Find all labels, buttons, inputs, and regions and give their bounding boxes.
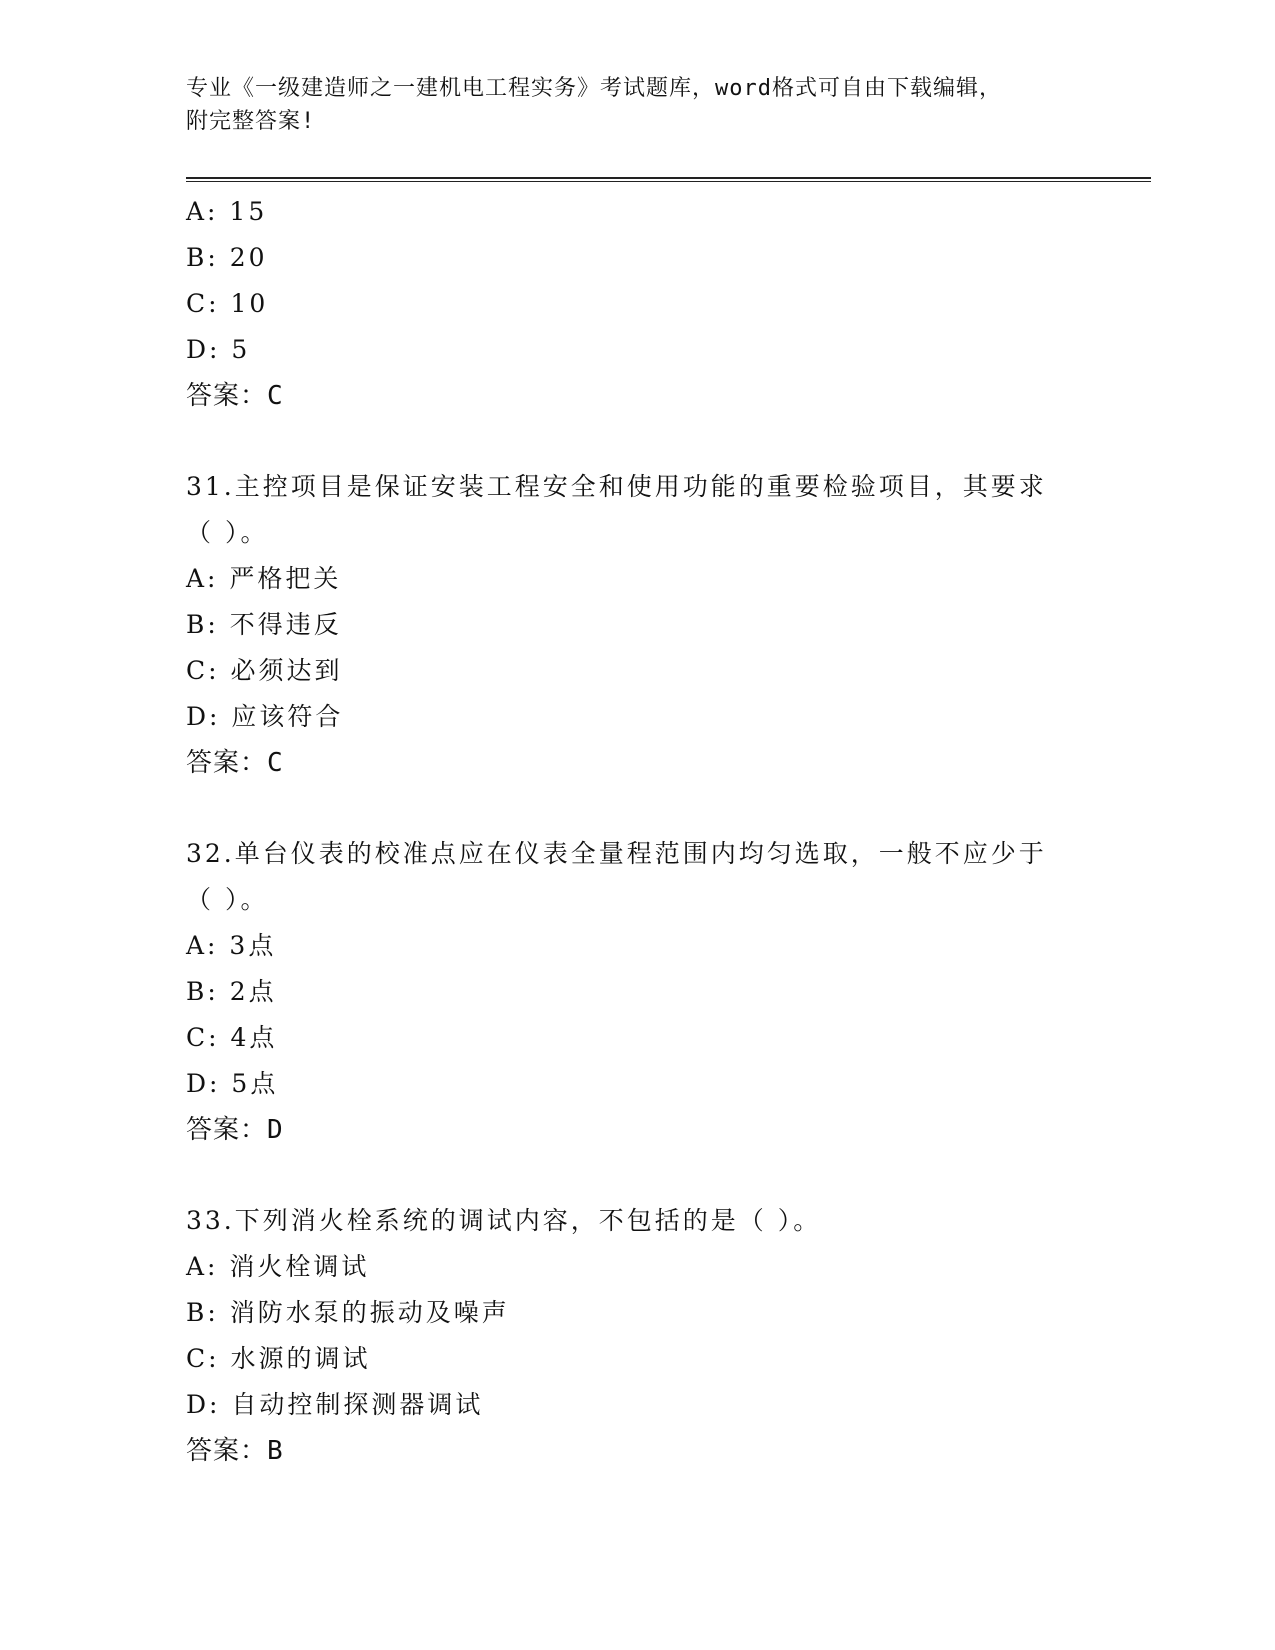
option-c: C: 必须达到 <box>186 656 343 685</box>
question-list <box>186 189 1116 1474</box>
option-c: C: 水源的调试 <box>186 1344 371 1373</box>
option-a: A: 3点 <box>186 931 277 960</box>
question-stem-line-2: （ ）。 <box>186 518 269 547</box>
question-31 <box>186 464 1116 786</box>
question-stem-line-1: 33.下列消火栓系统的调试内容，不包括的是（ ）。 <box>186 1206 822 1235</box>
answer-line <box>186 1428 1116 1474</box>
header-divider <box>186 177 1151 182</box>
answer-label: 答案： <box>186 1115 268 1145</box>
answer-label: 答案： <box>186 748 268 778</box>
option-d: D: 5点 <box>186 1069 279 1098</box>
option-d: D: 应该符合 <box>186 702 344 731</box>
spacer <box>186 786 1116 831</box>
option-d: D: 自动控制探测器调试 <box>186 1390 484 1419</box>
answer-line <box>186 373 1116 419</box>
option-c: C: 4点 <box>186 1023 278 1052</box>
answer-value: B <box>267 1436 284 1466</box>
option-c: C: 10 <box>186 289 269 318</box>
page-header <box>186 72 1086 138</box>
answer-value: C <box>267 381 284 411</box>
answer-label: 答案： <box>186 381 268 411</box>
answer-line <box>186 1107 1116 1153</box>
option-b: B: 消防水泵的振动及噪声 <box>186 1298 510 1327</box>
spacer <box>186 419 1116 464</box>
question-32 <box>186 831 1116 1153</box>
question-30-continued <box>186 189 1116 419</box>
question-33 <box>186 1198 1116 1474</box>
question-stem-line-1: 32.单台仪表的校准点应在仪表全量程范围内均匀选取，一般不应少于 <box>186 839 1047 868</box>
option-b: B: 不得违反 <box>186 610 342 639</box>
question-stem-line-2: （ ）。 <box>186 885 269 914</box>
option-b: B: 2点 <box>186 977 277 1006</box>
option-b: B: 20 <box>186 243 268 272</box>
option-d: D: 5 <box>186 335 251 364</box>
header-line-2: 附完整答案! <box>186 109 316 134</box>
option-a: A: 15 <box>186 197 268 226</box>
option-a: A: 消火栓调试 <box>186 1252 370 1281</box>
answer-label: 答案： <box>186 1436 268 1466</box>
answer-line <box>186 740 1116 786</box>
option-a: A: 严格把关 <box>186 564 342 593</box>
answer-value: D <box>267 1115 284 1145</box>
header-line-1: 专业《一级建造师之一建机电工程实务》考试题库，word格式可自由下载编辑， <box>186 76 1002 101</box>
answer-value: C <box>267 748 284 778</box>
spacer <box>186 1153 1116 1198</box>
question-stem-line-1: 31.主控项目是保证安装工程安全和使用功能的重要检验项目，其要求 <box>186 472 1047 501</box>
